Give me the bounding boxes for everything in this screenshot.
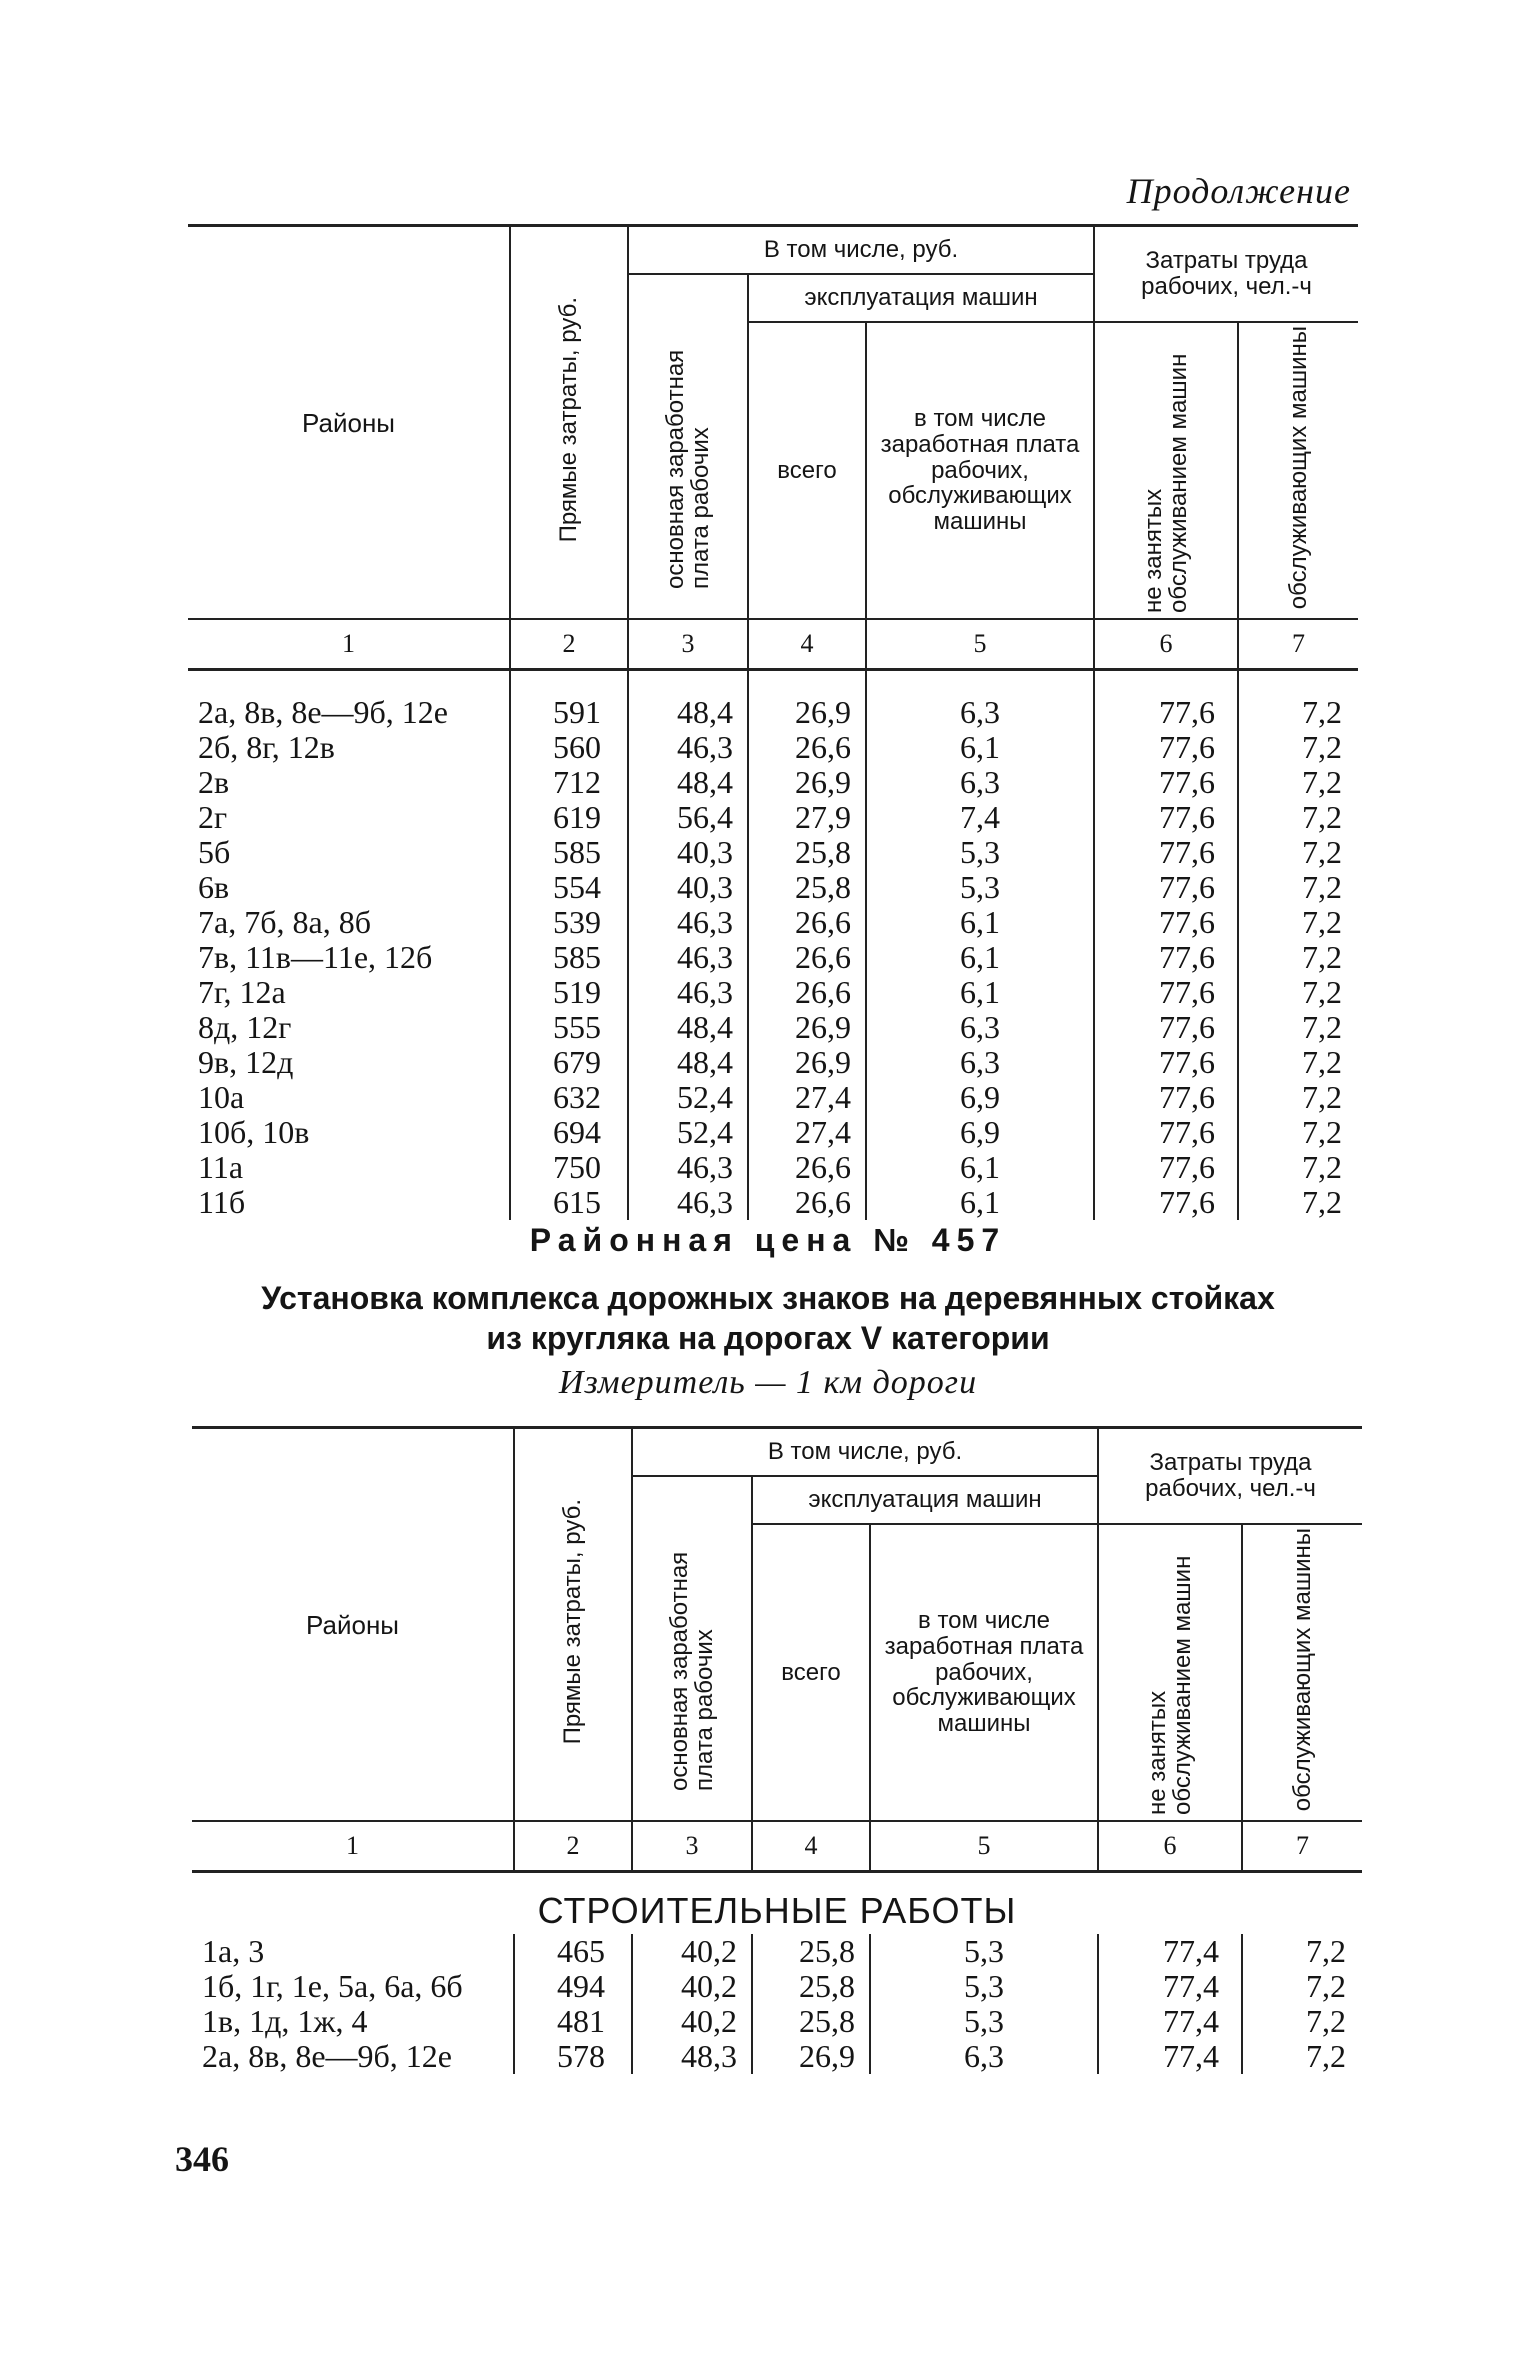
region-cell: 2а, 8в, 8е—9б, 12е [198,694,448,731]
table-row [188,1010,1358,1045]
value-cell: 77,6 [1094,800,1238,835]
value-cell: 77,6 [1094,1010,1238,1045]
labor-costs-header: Затраты труда рабочих, чел.-ч [1094,226,1358,322]
region-cell: 7в, 11в—11е, 12б [198,939,433,976]
value-cell: 26,9 [752,2039,870,2074]
value-cell: 77,6 [1094,730,1238,765]
value-cell: 6,1 [866,905,1094,940]
value-cell: 494 [514,1969,632,2004]
value-cell: 6,3 [866,1045,1094,1080]
table-row [188,730,1358,765]
col-number: 7 [1242,1821,1362,1872]
value-cell: 77,4 [1098,1934,1242,1969]
col-number: 1 [188,619,510,670]
value-cell: 7,2 [1238,905,1358,940]
value-cell: 52,4 [628,1080,748,1115]
machine-total-header: всего [752,1524,870,1822]
value-cell: 25,8 [752,2004,870,2039]
region-cell: 1в, 1д, 1ж, 4 [202,2003,368,2040]
value-cell: 712 [510,765,628,800]
value-cell: 77,6 [1094,1150,1238,1185]
value-cell: 6,3 [866,1010,1094,1045]
table-row [192,2004,1362,2039]
regions-header: Районы [192,1428,514,1822]
value-cell: 7,2 [1238,975,1358,1010]
base-wage-header: основная заработная плата рабочих [632,1476,752,1822]
labor-costs-header: Затраты труда рабочих, чел.-ч [1098,1428,1362,1524]
table-row [188,940,1358,975]
value-cell: 77,6 [1094,1185,1238,1220]
cost-table-continued [188,224,1358,1220]
value-cell: 5,3 [866,835,1094,870]
work-title-line: Установка комплекса дорожных знаков на деревянных стойках [261,1280,1275,1316]
value-cell: 7,2 [1242,1969,1362,2004]
col-number: 3 [632,1821,752,1872]
region-cell: 2в [198,764,230,801]
value-cell: 48,4 [628,765,748,800]
value-cell: 46,3 [628,730,748,765]
region-cell: 11а [198,1149,244,1186]
table-row [188,695,1358,730]
value-cell: 46,3 [628,905,748,940]
value-cell: 25,8 [748,835,866,870]
value-cell: 48,3 [632,2039,752,2074]
value-cell: 26,6 [748,1185,866,1220]
direct-costs-header: Прямые затраты, руб. [510,226,628,620]
value-cell: 7,2 [1238,800,1358,835]
value-cell: 750 [510,1150,628,1185]
region-cell: 1б, 1г, 1е, 5а, 6а, 6б [202,1968,463,2005]
value-cell: 48,4 [628,695,748,730]
region-cell: 2г [198,799,228,836]
base-wage-header: основная заработная плата рабочих [628,274,748,620]
direct-costs-header: Прямые затраты, руб. [514,1428,632,1822]
value-cell: 539 [510,905,628,940]
value-cell: 46,3 [628,975,748,1010]
machine-wage-header: в том числе заработная плата рабочих, обслуживающих машины [870,1524,1098,1822]
region-cell: 5б [198,834,231,871]
value-cell: 6,9 [866,1115,1094,1150]
work-title [0,1278,1536,1358]
value-cell: 7,2 [1238,1045,1358,1080]
table-row [192,1969,1362,2004]
value-cell: 77,6 [1094,835,1238,870]
value-cell: 25,8 [748,870,866,905]
value-cell: 6,1 [866,1185,1094,1220]
value-cell: 40,2 [632,2004,752,2039]
value-cell: 56,4 [628,800,748,835]
value-cell: 7,2 [1238,730,1358,765]
value-cell: 40,3 [628,835,748,870]
labor-servicing-header: обслуживающих машины [1238,322,1358,620]
col-number: 2 [510,619,628,670]
table-row [188,975,1358,1010]
including-header: В том числе, руб. [632,1428,1098,1476]
value-cell: 27,9 [748,800,866,835]
value-cell: 7,2 [1238,1115,1358,1150]
value-cell: 52,4 [628,1115,748,1150]
machine-wage-header: в том числе заработная плата рабочих, обслуживающих машины [866,322,1094,620]
table-row [188,800,1358,835]
value-cell: 5,3 [870,1934,1098,1969]
region-cell: 2б, 8г, 12в [198,729,335,766]
value-cell: 77,6 [1094,870,1238,905]
value-cell: 7,2 [1238,765,1358,800]
value-cell: 7,2 [1238,870,1358,905]
table-row [188,1150,1358,1185]
value-cell: 465 [514,1934,632,1969]
value-cell: 40,2 [632,1934,752,1969]
value-cell: 560 [510,730,628,765]
col-number: 6 [1098,1821,1242,1872]
value-cell: 48,4 [628,1010,748,1045]
continuation-label: Продолжение [1126,171,1351,211]
col-number: 2 [514,1821,632,1872]
work-title-line: из кругляка на дорогах V категории [486,1320,1050,1356]
value-cell: 6,1 [866,730,1094,765]
value-cell: 6,3 [866,765,1094,800]
value-cell: 77,6 [1094,905,1238,940]
table-row [188,1115,1358,1150]
table-row [192,1934,1362,1969]
table-row [192,2039,1362,2074]
col-number: 5 [866,619,1094,670]
value-cell: 40,2 [632,1969,752,2004]
value-cell: 26,6 [748,975,866,1010]
value-cell: 46,3 [628,1185,748,1220]
value-cell: 7,2 [1242,1934,1362,1969]
value-cell: 7,2 [1242,2004,1362,2039]
col-number: 7 [1238,619,1358,670]
table-row [188,1080,1358,1115]
value-cell: 46,3 [628,1150,748,1185]
value-cell: 26,6 [748,730,866,765]
value-cell: 26,9 [748,1010,866,1045]
value-cell: 48,4 [628,1045,748,1080]
region-cell: 6в [198,869,230,906]
value-cell: 6,3 [866,695,1094,730]
value-cell: 26,9 [748,695,866,730]
value-cell: 585 [510,835,628,870]
value-cell: 6,1 [866,1150,1094,1185]
table-body [188,670,1358,1221]
value-cell: 77,6 [1094,765,1238,800]
value-cell: 77,6 [1094,975,1238,1010]
labor-not-servicing-header: не занятых обслуживанием машин [1094,322,1238,620]
machine-total-header: всего [748,322,866,620]
table-header [188,226,1358,670]
value-cell: 6,3 [870,2039,1098,2074]
labor-not-servicing-header: не занятых обслуживанием машин [1098,1524,1242,1822]
col-number: 4 [748,619,866,670]
col-number: 4 [752,1821,870,1872]
page-number: 346 [175,2139,229,2179]
value-cell: 6,1 [866,940,1094,975]
table-row [188,1045,1358,1080]
section-heading: СТРОИТЕЛЬНЫЕ РАБОТЫ [537,1890,1017,1932]
value-cell: 77,4 [1098,2039,1242,2074]
value-cell: 555 [510,1010,628,1045]
value-cell: 7,2 [1238,835,1358,870]
col-number: 6 [1094,619,1238,670]
value-cell: 6,9 [866,1080,1094,1115]
value-cell: 77,6 [1094,695,1238,730]
value-cell: 591 [510,695,628,730]
measure-unit: Измеритель — 1 км дороги [558,1364,978,1401]
value-cell: 619 [510,800,628,835]
value-cell: 77,6 [1094,1080,1238,1115]
value-cell: 26,6 [748,940,866,975]
col-number: 3 [628,619,748,670]
table-body [192,1872,1362,2075]
value-cell: 25,8 [752,1969,870,2004]
value-cell: 46,3 [628,940,748,975]
value-cell: 7,2 [1238,1010,1358,1045]
value-cell: 554 [510,870,628,905]
value-cell: 519 [510,975,628,1010]
value-cell: 694 [510,1115,628,1150]
region-cell: 7а, 7б, 8а, 8б [198,904,371,941]
value-cell: 25,8 [752,1934,870,1969]
value-cell: 632 [510,1080,628,1115]
price-title: Районная цена № 457 [529,1222,1007,1258]
region-cell: 2а, 8в, 8е—9б, 12е [202,2038,452,2075]
value-cell: 26,6 [748,1150,866,1185]
value-cell: 7,4 [866,800,1094,835]
value-cell: 26,9 [748,1045,866,1080]
value-cell: 27,4 [748,1080,866,1115]
value-cell: 7,2 [1242,2039,1362,2074]
table-row [188,1185,1358,1220]
region-cell: 11б [198,1184,246,1221]
value-cell: 5,3 [870,2004,1098,2039]
machine-operation-header: эксплуатация машин [752,1476,1098,1524]
value-cell: 77,4 [1098,2004,1242,2039]
table-row [188,835,1358,870]
table-header [192,1428,1362,1872]
value-cell: 26,9 [748,765,866,800]
region-cell: 10б, 10в [198,1114,310,1151]
value-cell: 26,6 [748,905,866,940]
machine-operation-header: эксплуатация машин [748,274,1094,322]
value-cell: 481 [514,2004,632,2039]
including-header: В том числе, руб. [628,226,1094,274]
section-row [192,1872,1362,1935]
col-number: 1 [192,1821,514,1872]
labor-servicing-header: обслуживающих машины [1242,1524,1362,1822]
table-row [188,905,1358,940]
value-cell: 7,2 [1238,940,1358,975]
value-cell: 7,2 [1238,1080,1358,1115]
value-cell: 7,2 [1238,695,1358,730]
value-cell: 77,6 [1094,940,1238,975]
region-cell: 7г, 12а [198,974,286,1011]
table-row [188,765,1358,800]
regions-header: Районы [188,226,510,620]
region-cell: 8д, 12г [198,1009,292,1046]
value-cell: 5,3 [866,870,1094,905]
table-row [188,870,1358,905]
value-cell: 77,6 [1094,1045,1238,1080]
value-cell: 27,4 [748,1115,866,1150]
value-cell: 679 [510,1045,628,1080]
column-number-row [192,1821,1362,1872]
value-cell: 578 [514,2039,632,2074]
cost-table-457 [192,1426,1362,2074]
value-cell: 40,3 [628,870,748,905]
value-cell: 77,6 [1094,1115,1238,1150]
value-cell: 7,2 [1238,1150,1358,1185]
value-cell: 77,4 [1098,1969,1242,2004]
value-cell: 7,2 [1238,1185,1358,1220]
region-cell: 9в, 12д [198,1044,294,1081]
column-number-row [188,619,1358,670]
col-number: 5 [870,1821,1098,1872]
value-cell: 585 [510,940,628,975]
value-cell: 615 [510,1185,628,1220]
region-cell: 1а, 3 [202,1933,265,1970]
value-cell: 6,1 [866,975,1094,1010]
value-cell: 5,3 [870,1969,1098,2004]
region-cell: 10а [198,1079,245,1116]
